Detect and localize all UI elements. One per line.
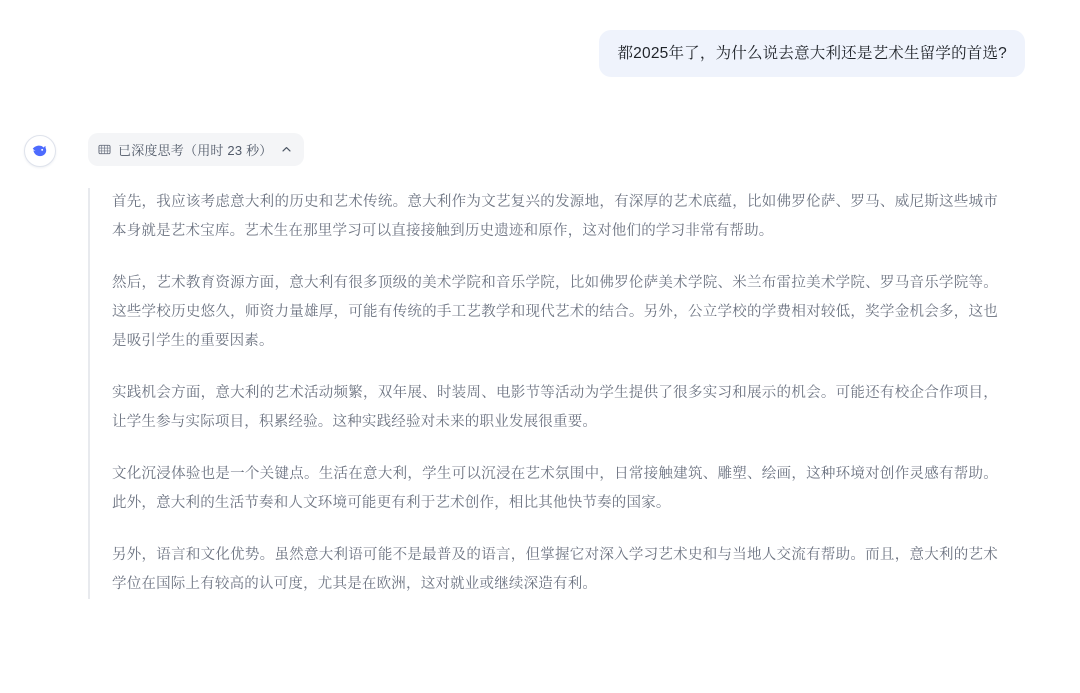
assistant-avatar xyxy=(24,135,56,167)
user-message-row xyxy=(0,0,1080,77)
deep-thinking-label: 已深度思考（用时 23 秒） xyxy=(118,143,273,159)
assistant-logo-icon xyxy=(30,141,50,161)
deep-thinking-toggle[interactable] xyxy=(88,133,304,166)
assistant-message-row xyxy=(0,77,1080,599)
chevron-up-icon[interactable] xyxy=(281,144,292,155)
reasoning-paragraph: 实践机会方面，意大利的艺术活动频繁，双年展、时装周、电影节等活动为学生提供了很多实习和展示的机会。可能还有校企合作项目，让学生参与实际项目，积累经验。这种实践经验对未来的职业发展很重要。 xyxy=(112,385,998,431)
assistant-message-body xyxy=(88,133,1018,599)
reasoning-paragraph: 另外，语言和文化优势。虽然意大利语可能不是最普及的语言，但掌握它对深入学习艺术史和与当地人交流有帮助。而且，意大利的艺术学位在国际上有较高的认可度，尤其是在欧洲，这对就业或继续深造有利。 xyxy=(112,547,998,593)
reasoning-paragraph: 文化沉浸体验也是一个关键点。生活在意大利，学生可以沉浸在艺术氛围中，日常接触建筑、雕塑、绘画，这种环境对创作灵感有帮助。此外，意大利的生活节奏和人文环境可能更有利于艺术创作，相比其他快节奏的国家。 xyxy=(112,466,998,512)
reasoning-content xyxy=(88,188,1018,599)
user-message-bubble[interactable]: 都2025年了，为什么说去意大利还是艺术生留学的首选? xyxy=(599,30,1025,77)
reasoning-paragraph: 首先，我应该考虑意大利的历史和艺术传统。意大利作为文艺复兴的发源地，有深厚的艺术底蕴，比如佛罗伦萨、罗马、威尼斯这些城市本身就是艺术宝库。艺术生在那里学习可以直接接触到历史遗迹和原作，这对他们的学习非常有帮助。 xyxy=(112,194,998,240)
reasoning-paragraph: 然后，艺术教育资源方面，意大利有很多顶级的美术学院和音乐学院，比如佛罗伦萨美术学院、米兰布雷拉美术学院、罗马音乐学院等。这些学校历史悠久，师资力量雄厚，可能有传统的手工艺教学和现代艺术的结合。另外，公立学校的学费相对较低，奖学金机会多，这也是吸引学生的重要因素。 xyxy=(112,275,998,350)
brain-icon xyxy=(98,143,111,156)
